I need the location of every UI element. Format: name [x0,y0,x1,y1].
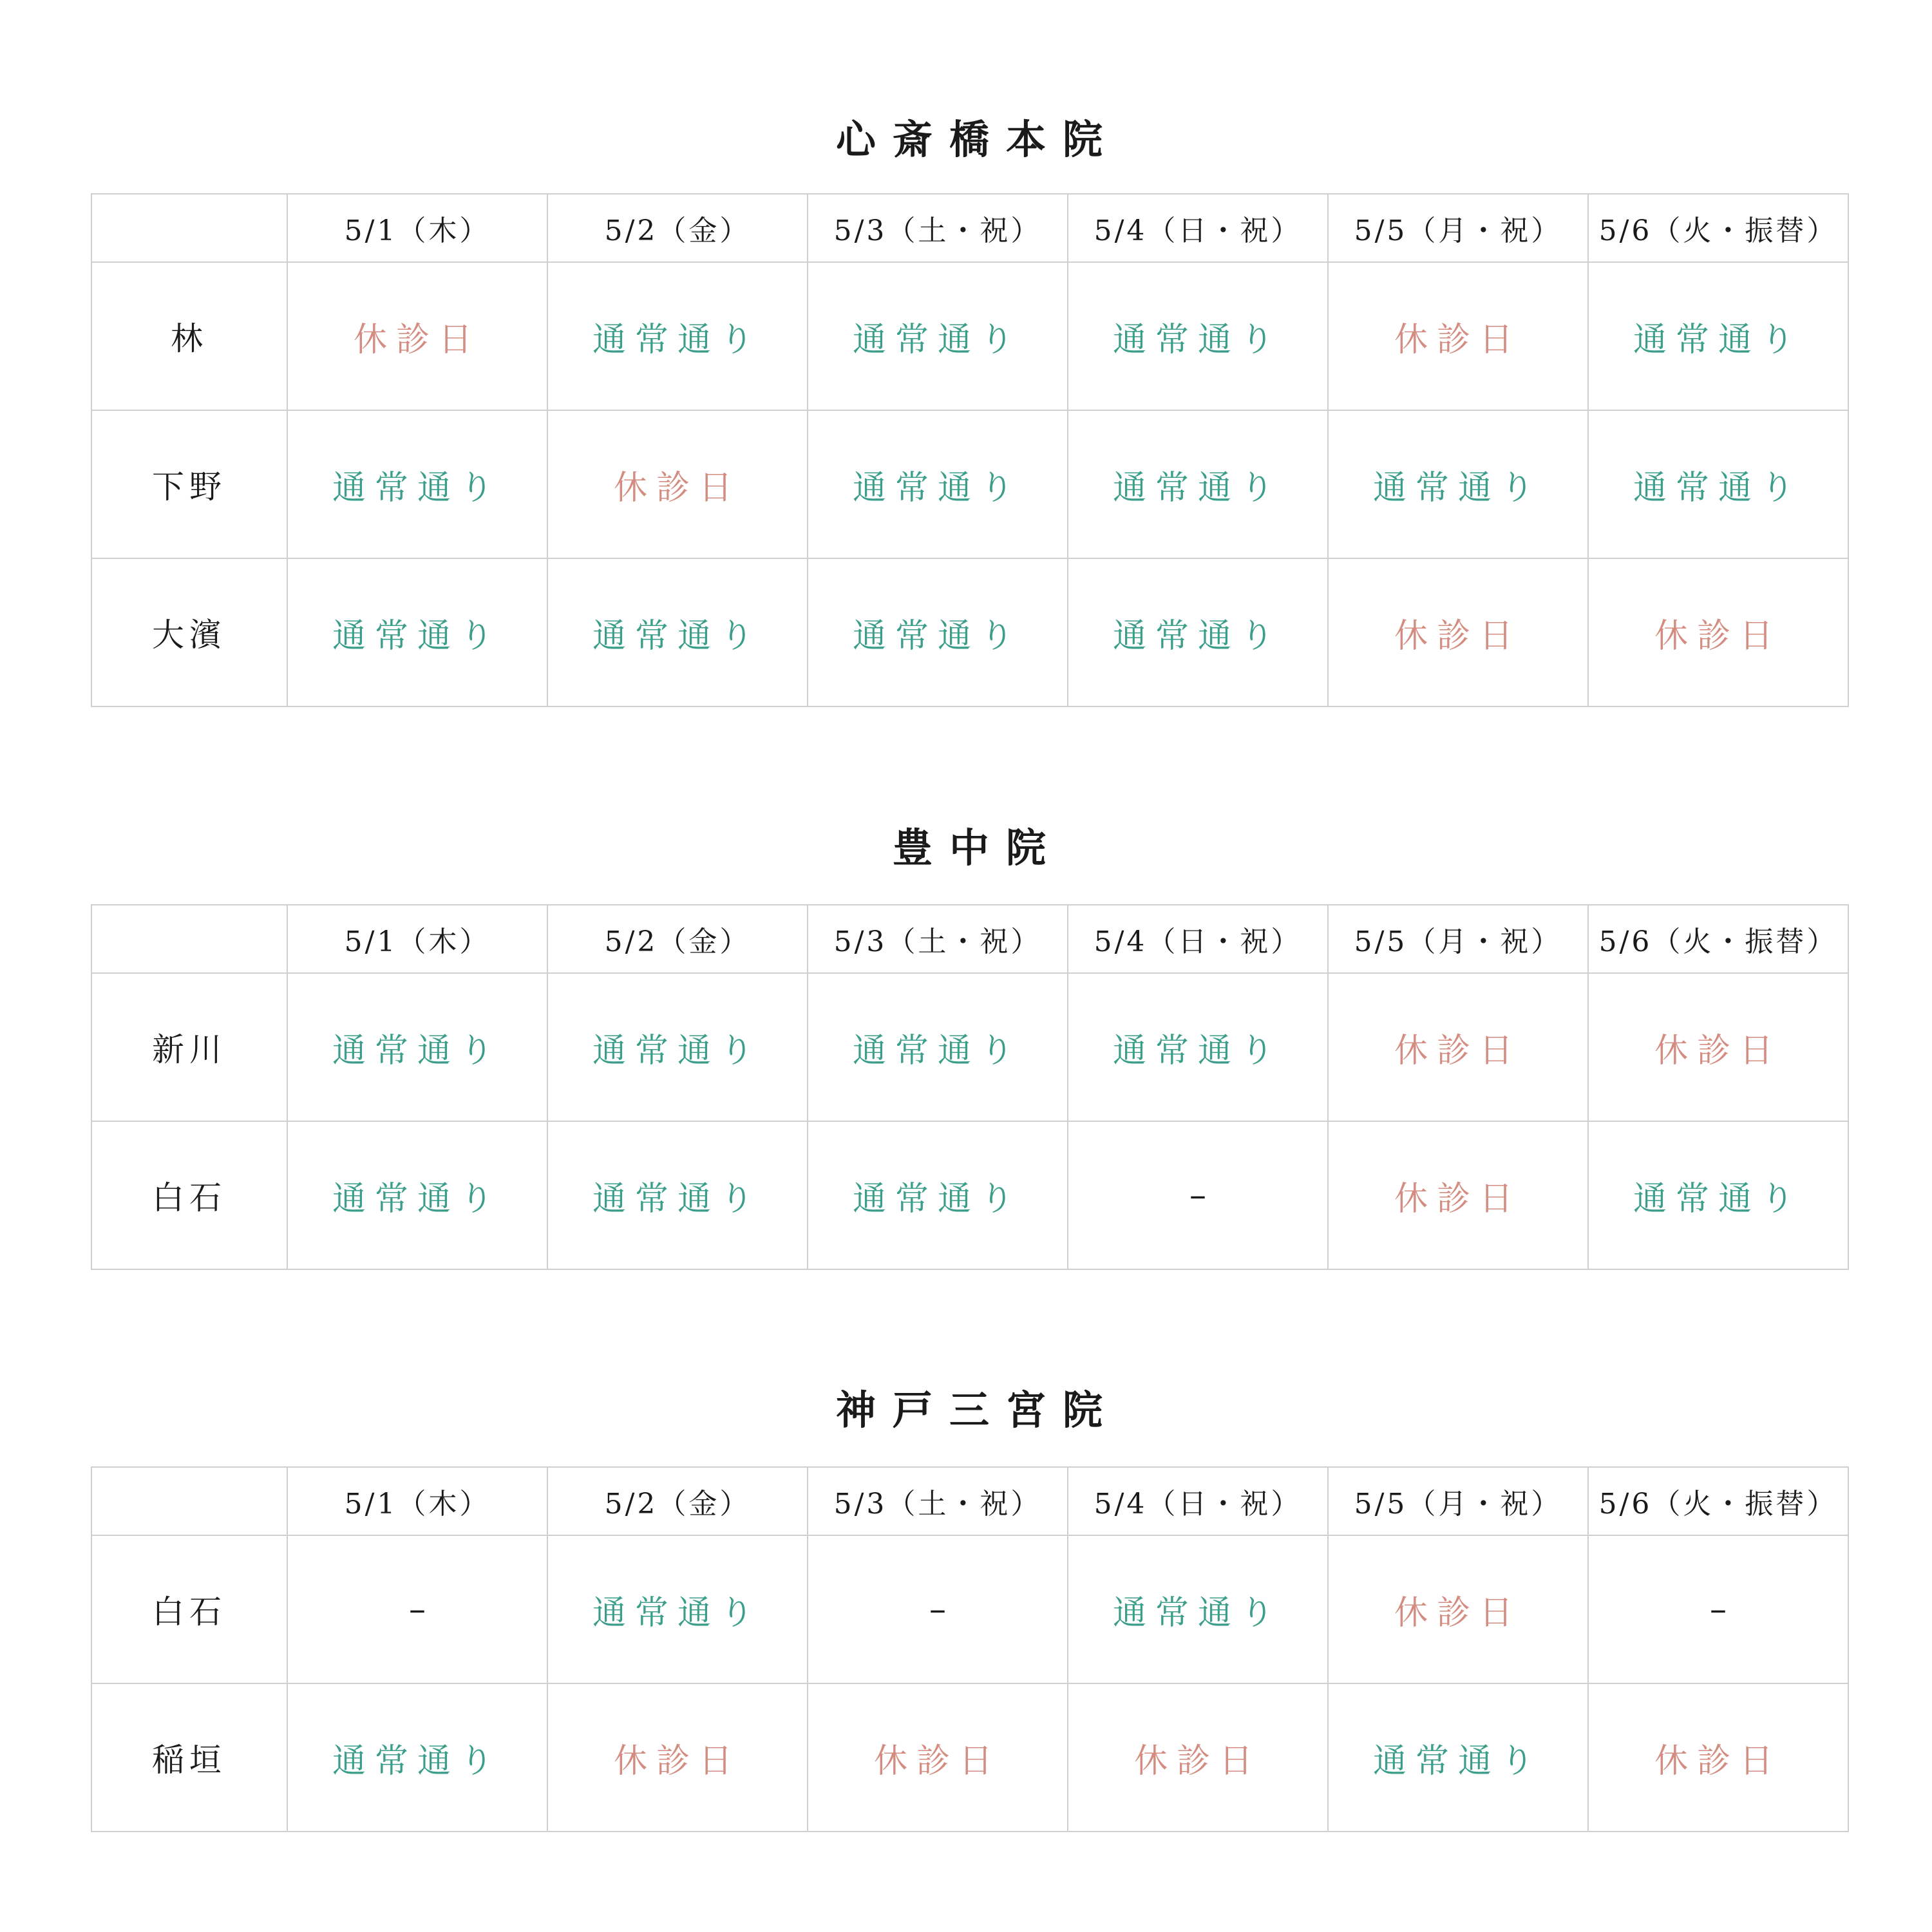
schedule-table [91,1466,1849,1832]
status-cell [1588,1121,1848,1269]
status-text: 通常通り [1112,616,1283,656]
status-cell [808,262,1068,410]
status-cell [808,1121,1068,1269]
date-header-row [91,1467,1848,1535]
date-header: 5/4（日・祝） [1068,194,1328,262]
status-text: 休診日 [353,320,481,359]
status-text: 通常通り [1633,468,1803,507]
status-cell [547,1535,808,1683]
corner-cell [91,194,287,262]
status-text: 通常通り [332,1741,502,1781]
status-cell [287,1535,547,1683]
status-cell [808,1683,1068,1832]
status-text: 通常通り [592,1179,762,1218]
date-header: 5/1（木） [287,905,547,973]
status-text: 通常通り [1633,1179,1803,1218]
status-cell [1588,410,1848,558]
status-cell [1328,1535,1588,1683]
date-header: 5/1（木） [287,1467,547,1535]
status-text: 通常通り [1112,320,1283,359]
status-cell [287,558,547,706]
status-text: 休診日 [1654,616,1782,656]
date-header: 5/6（火・振替） [1588,194,1848,262]
status-cell [1588,262,1848,410]
status-text: 休診日 [613,468,741,507]
doctor-name: 下野 [91,410,287,558]
doctor-name: 新川 [91,973,287,1121]
status-text: 休診日 [1133,1741,1262,1781]
date-header: 5/6（火・振替） [1588,905,1848,973]
status-cell [1328,973,1588,1121]
status-cell [547,1683,808,1832]
status-text: 通常通り [592,616,762,656]
status-text: 通常通り [332,1179,502,1218]
status-cell [1068,973,1328,1121]
schedule-table [91,193,1849,707]
schedule-table [91,904,1849,1270]
doctor-name: 白石 [91,1535,287,1683]
status-cell [808,1535,1068,1683]
status-cell [547,558,808,706]
status-text: 休診日 [1394,320,1522,359]
date-header: 5/4（日・祝） [1068,1467,1328,1535]
clinic-title: 豊中院 [892,824,1063,871]
status-text: 通常通り [1112,1593,1283,1633]
status-cell [808,973,1068,1121]
status-text: 通常通り [1633,320,1803,359]
status-cell [1068,262,1328,410]
status-text: 通常通り [592,320,762,359]
status-cell [287,973,547,1121]
status-cell [287,1121,547,1269]
status-text: 休診日 [1394,1031,1522,1070]
status-text: – [1710,1590,1727,1629]
doctor-row [91,262,1848,410]
date-header: 5/3（土・祝） [808,1467,1068,1535]
date-header-row [91,905,1848,973]
status-text: 通常通り [1372,468,1543,507]
date-header: 5/5（月・祝） [1328,194,1588,262]
clinic-section-shinsaibashi [91,111,1848,656]
date-header: 5/5（月・祝） [1328,1467,1588,1535]
doctor-name: 大濱 [91,558,287,706]
doctor-row [91,558,1848,706]
status-text: 休診日 [1654,1741,1782,1781]
status-cell [547,262,808,410]
status-text: 休診日 [1654,1031,1782,1070]
status-text: 休診日 [1394,616,1522,656]
clinic-section-kobe-sannomiya [91,1381,1848,1781]
corner-cell [91,905,287,973]
status-text: 通常通り [852,320,1023,359]
status-cell [1588,1683,1848,1832]
status-text: 休診日 [1394,1179,1522,1218]
status-text: – [409,1590,426,1629]
doctor-row [91,1683,1848,1832]
doctor-name: 白石 [91,1121,287,1269]
status-cell [1588,973,1848,1121]
status-text: 休診日 [873,1741,1001,1781]
status-cell [287,410,547,558]
status-cell [808,558,1068,706]
doctor-row [91,1121,1848,1269]
date-header: 5/2（金） [547,905,808,973]
status-cell [287,1683,547,1832]
status-cell [547,410,808,558]
status-text: 通常通り [1112,468,1283,507]
status-cell [1588,1535,1848,1683]
status-cell [547,1121,808,1269]
status-cell [287,262,547,410]
status-cell [547,973,808,1121]
date-header: 5/4（日・祝） [1068,905,1328,973]
date-header: 5/5（月・祝） [1328,905,1588,973]
doctor-row [91,410,1848,558]
status-text: 休診日 [613,1741,741,1781]
status-cell [1068,1121,1328,1269]
status-text: 通常通り [332,1031,502,1070]
date-header: 5/6（火・振替） [1588,1467,1848,1535]
status-text: 通常通り [332,468,502,507]
status-text: 通常通り [852,1031,1023,1070]
status-text: 通常通り [592,1031,762,1070]
status-text: 通常通り [1372,1741,1543,1781]
status-text: 通常通り [332,616,502,656]
date-header: 5/2（金） [547,194,808,262]
date-header-row [91,194,1848,262]
status-cell [1588,558,1848,706]
status-text: 通常通り [852,1179,1023,1218]
status-cell [1068,1535,1328,1683]
status-text: 通常通り [592,1593,762,1633]
doctor-row [91,973,1848,1121]
status-text: 通常通り [852,616,1023,656]
doctor-row [91,1535,1848,1683]
doctor-name: 林 [91,262,287,410]
status-cell [1328,1683,1588,1832]
date-header: 5/3（土・祝） [808,905,1068,973]
status-cell [1068,558,1328,706]
status-text: 休診日 [1394,1593,1522,1633]
status-cell [1328,262,1588,410]
date-header: 5/1（木） [287,194,547,262]
status-text: – [929,1590,946,1629]
status-cell [808,410,1068,558]
doctor-name: 稲垣 [91,1683,287,1832]
status-cell [1068,410,1328,558]
status-cell [1328,1121,1588,1269]
clinic-title: 神戸三宮院 [835,1387,1119,1434]
date-header: 5/2（金） [547,1467,808,1535]
status-cell [1328,558,1588,706]
status-cell [1328,410,1588,558]
status-text: 通常通り [852,468,1023,507]
date-header: 5/3（土・祝） [808,194,1068,262]
clinic-section-toyonaka [91,819,1848,1218]
status-text: 通常通り [1112,1031,1283,1070]
status-text: – [1189,1176,1206,1215]
status-cell [1068,1683,1328,1832]
corner-cell [91,1467,287,1535]
clinic-title: 心斎橋本院 [835,116,1119,163]
